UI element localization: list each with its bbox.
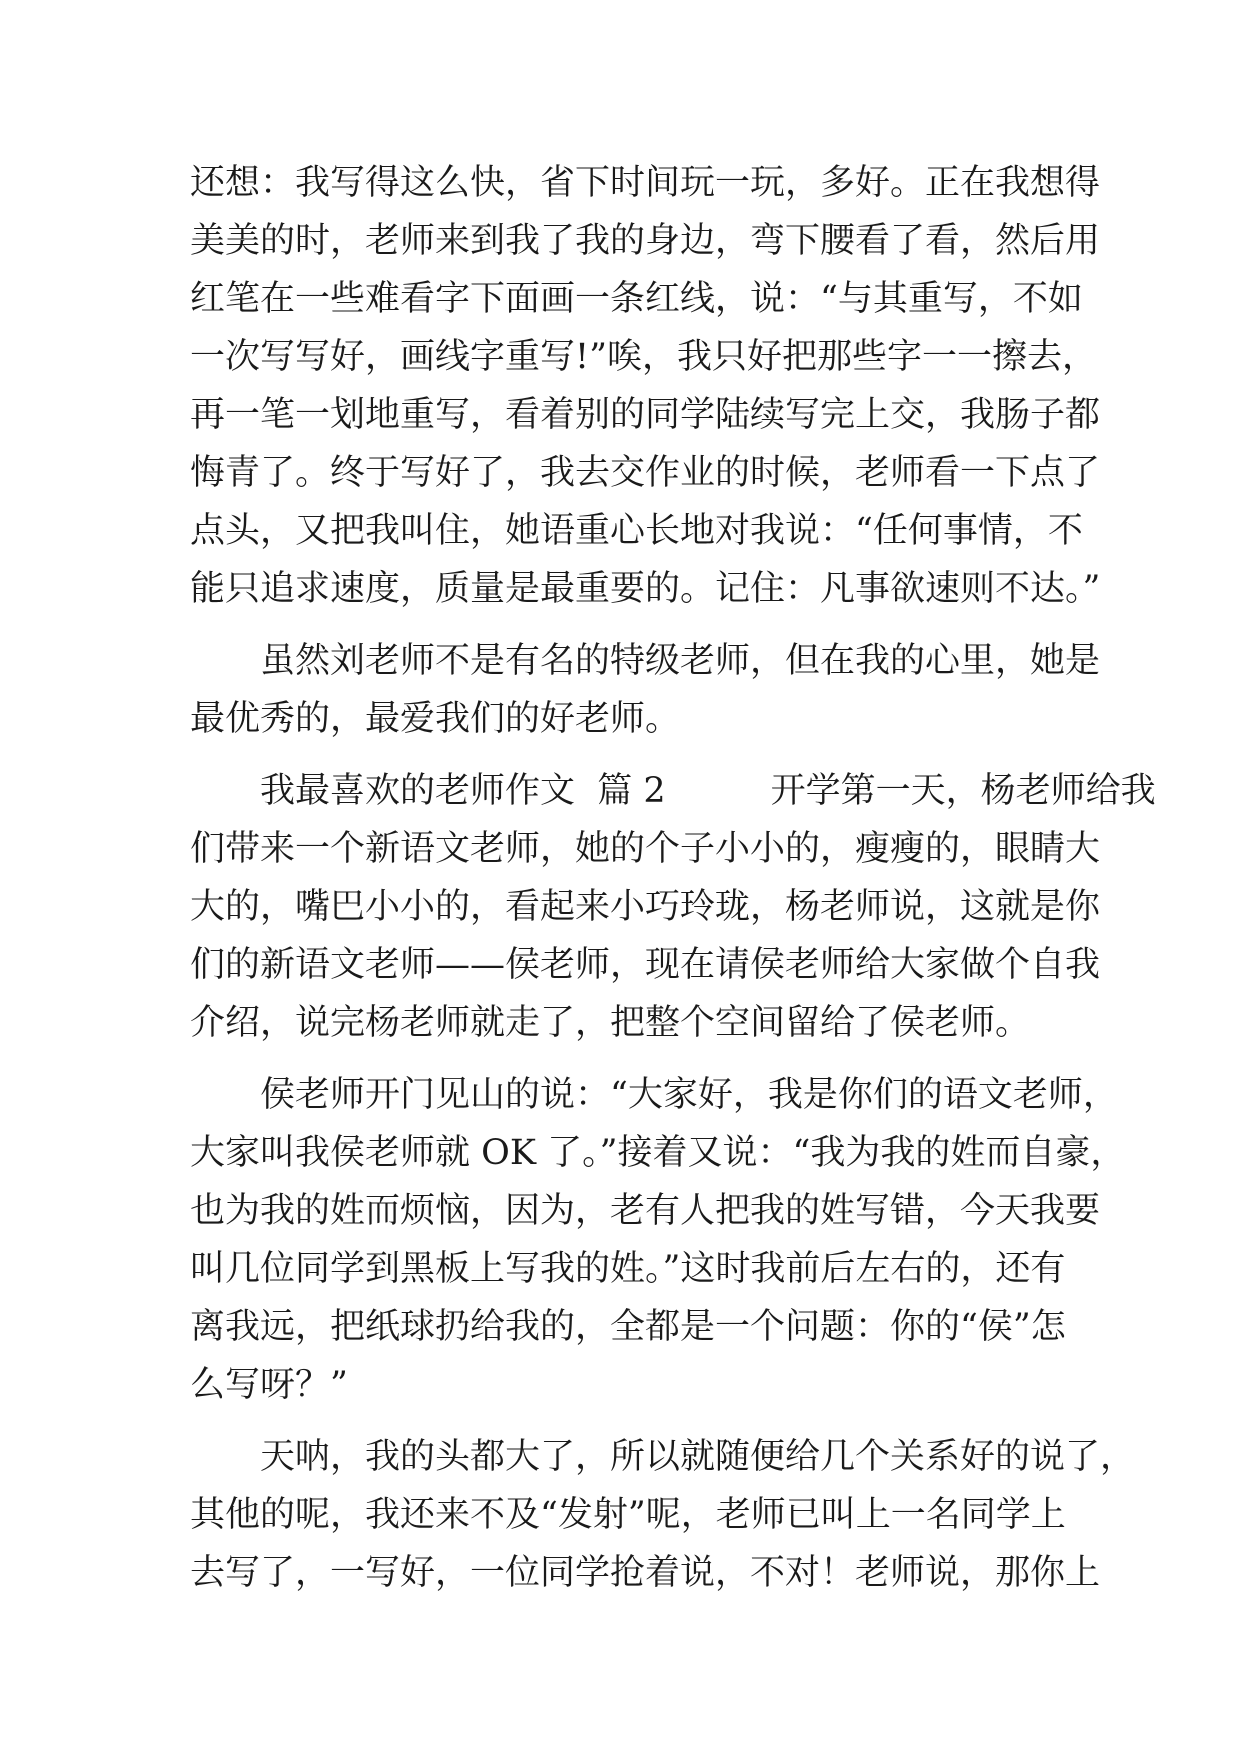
text-line: 点头，又把我叫住，她语重心长地对我说：“任何事情，不 bbox=[190, 511, 1083, 551]
text-line: 美美的时，老师来到我了我的身边，弯下腰看了看，然后用 bbox=[190, 221, 1101, 261]
text-line: 离我远，把纸球扔给我的，全都是一个问题：你的“侯”怎 bbox=[190, 1307, 1066, 1347]
text-line: 能只追求速度，质量是最重要的。记住：凡事欲速则不达。” bbox=[190, 569, 1101, 609]
paragraph-gap bbox=[190, 748, 1070, 762]
text-line: 悔青了。终于写好了，我去交作业的时候，老师看一下点了 bbox=[190, 453, 1101, 493]
section-heading-line: 我最喜欢的老师作文 篇 2 开学第一天，杨老师给我 bbox=[190, 771, 1156, 811]
text-line: 天呐，我的头都大了，所以就随便给几个关系好的说了， bbox=[190, 1437, 1136, 1477]
text-line: 叫几位同学到黑板上写我的姓。”这时我前后左右的，还有 bbox=[190, 1249, 1066, 1289]
text-line: 也为我的姓而烦恼，因为，老有人把我的姓写错，今天我要 bbox=[190, 1191, 1101, 1231]
essay-body bbox=[190, 154, 1156, 1602]
text-line: 红笔在一些难看字下面画一条红线，说：“与其重写，不如 bbox=[190, 279, 1083, 319]
text-line: 侯老师开门见山的说：“大家好，我是你们的语文老师， bbox=[190, 1075, 1118, 1115]
text-line: 大的，嘴巴小小的，看起来小巧玲珑，杨老师说，这就是你 bbox=[190, 887, 1101, 927]
text-line: 一次写写好，画线字重写!”唉，我只好把那些字一一擦去， bbox=[190, 337, 1097, 377]
text-line: 最优秀的，最爱我们的好老师。 bbox=[190, 699, 681, 739]
paragraph-gap bbox=[190, 1414, 1070, 1428]
text-line: 虽然刘老师不是有名的特级老师，但在我的心里，她是 bbox=[190, 641, 1101, 681]
text-line: 介绍，说完杨老师就走了，把整个空间留给了侯老师。 bbox=[190, 1003, 1031, 1043]
text-line: 么写呀？” bbox=[190, 1365, 348, 1405]
text-line: 们带来一个新语文老师，她的个子小小的，瘦瘦的，眼睛大 bbox=[190, 829, 1101, 869]
text-line: 们的新语文老师——侯老师，现在请侯老师给大家做个自我 bbox=[190, 945, 1101, 985]
text-line: 其他的呢，我还来不及“发射”呢，老师已叫上一名同学上 bbox=[190, 1495, 1066, 1535]
text-line: 还想：我写得这么快，省下时间玩一玩，多好。正在我想得 bbox=[190, 163, 1101, 203]
text-line: 去写了，一写好，一位同学抢着说，不对！老师说，那你上 bbox=[190, 1553, 1101, 1593]
paragraph-gap bbox=[190, 618, 1070, 632]
paragraph-gap bbox=[190, 1052, 1070, 1066]
text-line: 再一笔一划地重写，看着别的同学陆续写完上交，我肠子都 bbox=[190, 395, 1101, 435]
text-line: 大家叫我侯老师就 OK 了。”接着又说：“我为我的姓而自豪， bbox=[190, 1133, 1126, 1173]
